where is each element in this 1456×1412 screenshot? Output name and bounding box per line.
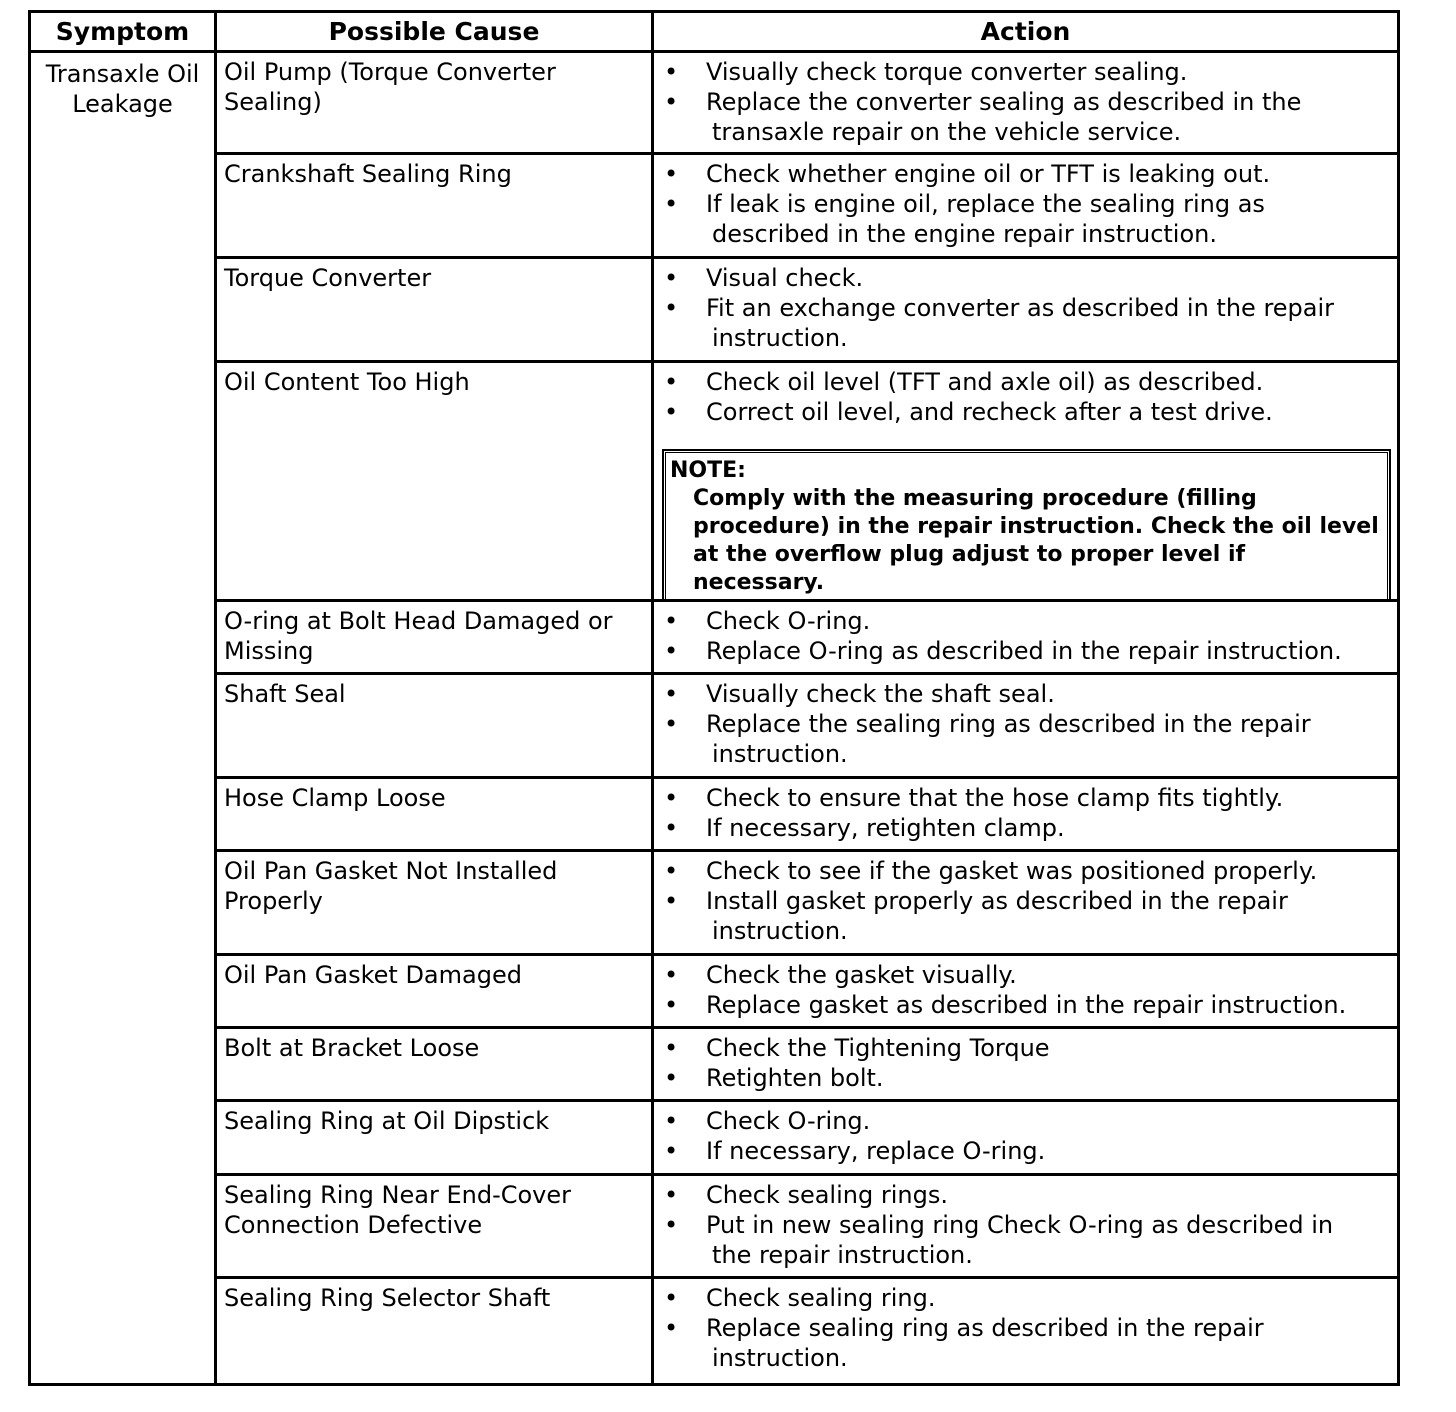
action-text: Check sealing rings. (706, 1181, 948, 1209)
action-item (654, 636, 1397, 666)
action-text: Check whether engine oil or TFT is leaking out. (706, 160, 1271, 188)
action-text: Fit an exchange converter as described in the repair (706, 294, 1335, 322)
action-item (654, 1283, 1397, 1313)
action-text: Replace the sealing ring as described in the repair (706, 710, 1311, 738)
action-item (654, 1136, 1397, 1166)
cause-text: Sealing Ring Selector Shaft (224, 1284, 551, 1312)
action-text-continued: the repair instruction. (712, 1241, 973, 1269)
troubleshooting-table (28, 10, 1400, 1386)
note-box (662, 449, 1391, 605)
cause-text: Sealing Ring at Oil Dipstick (224, 1107, 550, 1135)
cause-text: Sealing Ring Near End-Cover Connection Defective (224, 1181, 572, 1239)
action-item (654, 1210, 1397, 1270)
action-item (654, 886, 1397, 946)
bullet-icon: • (664, 637, 679, 665)
action-text: Check O-ring. (706, 607, 871, 635)
action-list (654, 1279, 1397, 1373)
action-item (654, 57, 1397, 87)
action-cell (651, 849, 1400, 956)
action-text-continued: instruction. (712, 740, 848, 768)
bullet-icon: • (664, 398, 679, 426)
bullet-icon: • (664, 680, 679, 708)
action-list (654, 259, 1397, 353)
action-cell (651, 776, 1400, 852)
action-item (654, 679, 1397, 709)
cause-cell (214, 776, 654, 852)
cause-text: Oil Pump (Torque Converter Sealing) (224, 58, 556, 116)
action-list (654, 1102, 1397, 1166)
action-list (654, 852, 1397, 946)
bullet-icon: • (664, 190, 679, 218)
action-text: Check sealing ring. (706, 1284, 936, 1312)
action-text: Replace the converter sealing as described in the (706, 88, 1302, 116)
cause-cell (214, 953, 654, 1029)
bullet-icon: • (664, 1181, 679, 1209)
action-text: Put in new sealing ring Check O-ring as described in (706, 1211, 1334, 1239)
cause-text: Oil Content Too High (224, 368, 470, 396)
cause-cell (214, 599, 654, 675)
cause-text: Bolt at Bracket Loose (224, 1034, 480, 1062)
action-text-continued: instruction. (712, 324, 848, 352)
action-cell (651, 360, 1400, 602)
action-item (654, 1106, 1397, 1136)
action-item (654, 960, 1397, 990)
action-text: If necessary, retighten clamp. (706, 814, 1065, 842)
bullet-icon: • (664, 814, 679, 842)
action-list (654, 155, 1397, 249)
bullet-icon: • (664, 368, 679, 396)
action-item (654, 263, 1397, 293)
symptom-text: Transaxle Oil Leakage (45, 60, 200, 118)
action-item (654, 1180, 1397, 1210)
cause-text: Oil Pan Gasket Damaged (224, 961, 522, 989)
cause-cell (214, 50, 654, 155)
action-text-continued: instruction. (712, 917, 848, 945)
action-list (654, 675, 1397, 769)
action-list (654, 363, 1397, 427)
bullet-icon: • (664, 58, 679, 86)
action-text: Correct oil level, and recheck after a test drive. (706, 398, 1273, 426)
note-body: Comply with the measuring procedure (filling procedure) in the repair instruction. Check the oil level at the overflow plug adjust to proper level if necessary. (693, 486, 1379, 595)
action-cell (651, 599, 1400, 675)
bullet-icon: • (664, 991, 679, 1019)
cause-cell (214, 1276, 654, 1386)
action-list (654, 1029, 1397, 1093)
bullet-icon: • (664, 1211, 679, 1239)
action-text: Visually check torque converter sealing. (706, 58, 1188, 86)
bullet-icon: • (664, 710, 679, 738)
action-item (654, 87, 1397, 147)
action-text: Check to ensure that the hose clamp fits tightly. (706, 784, 1284, 812)
cause-cell (214, 672, 654, 779)
bullet-icon: • (664, 1314, 679, 1342)
cause-cell (214, 1173, 654, 1279)
action-text-continued: instruction. (712, 1344, 848, 1372)
action-item (654, 813, 1397, 843)
action-list (654, 53, 1397, 147)
action-item (654, 783, 1397, 813)
action-item (654, 367, 1397, 397)
action-item (654, 990, 1397, 1020)
action-text: Check the Tightening Torque (706, 1034, 1050, 1062)
cause-cell (214, 360, 654, 602)
bullet-icon: • (664, 264, 679, 292)
action-list (654, 602, 1397, 666)
action-item (654, 709, 1397, 769)
action-text-continued: transaxle repair on the vehicle service. (712, 118, 1182, 146)
action-cell (651, 1173, 1400, 1279)
cause-cell (214, 256, 654, 363)
action-cell (651, 152, 1400, 259)
action-text: Replace gasket as described in the repair instruction. (706, 991, 1347, 1019)
header-symptom: Symptom (28, 10, 217, 53)
action-text: Visual check. (706, 264, 864, 292)
action-text: Retighten bolt. (706, 1064, 884, 1092)
bullet-icon: • (664, 887, 679, 915)
action-item (654, 397, 1397, 427)
action-text: Check to see if the gasket was positioned properly. (706, 857, 1318, 885)
header-possible-cause: Possible Cause (214, 10, 654, 53)
cause-text: Hose Clamp Loose (224, 784, 446, 812)
action-text: Replace O-ring as described in the repair instruction. (706, 637, 1342, 665)
cause-text: Shaft Seal (224, 680, 346, 708)
bullet-icon: • (664, 88, 679, 116)
action-list (654, 1176, 1397, 1270)
bullet-icon: • (664, 1064, 679, 1092)
bullet-icon: • (664, 607, 679, 635)
action-cell (651, 672, 1400, 779)
action-cell (651, 953, 1400, 1029)
cause-cell (214, 849, 654, 956)
bullet-icon: • (664, 1284, 679, 1312)
action-text: Install gasket properly as described in the repair (706, 887, 1288, 915)
action-text: Visually check the shaft seal. (706, 680, 1055, 708)
action-text: If leak is engine oil, replace the sealing ring as (706, 190, 1265, 218)
action-cell (651, 256, 1400, 363)
note-heading: NOTE: (670, 458, 746, 483)
bullet-icon: • (664, 784, 679, 812)
action-item (654, 1063, 1397, 1093)
action-text: If necessary, replace O-ring. (706, 1137, 1046, 1165)
action-cell (651, 1276, 1400, 1386)
header-action: Action (651, 10, 1400, 53)
action-text: Check the gasket visually. (706, 961, 1017, 989)
action-text: Replace sealing ring as described in the repair (706, 1314, 1264, 1342)
action-cell (651, 1099, 1400, 1176)
action-text-continued: described in the engine repair instruction. (712, 220, 1217, 248)
bullet-icon: • (664, 294, 679, 322)
bullet-icon: • (664, 857, 679, 885)
action-item (654, 856, 1397, 886)
bullet-icon: • (664, 1137, 679, 1165)
action-list (654, 779, 1397, 843)
bullet-icon: • (664, 1034, 679, 1062)
action-item (654, 159, 1397, 189)
action-item (654, 606, 1397, 636)
cause-text: Crankshaft Sealing Ring (224, 160, 512, 188)
action-cell (651, 1026, 1400, 1102)
bullet-icon: • (664, 1107, 679, 1135)
symptom-cell (28, 50, 217, 1386)
action-item (654, 189, 1397, 249)
action-item (654, 1313, 1397, 1373)
cause-text: Torque Converter (224, 264, 432, 292)
bullet-icon: • (664, 160, 679, 188)
cause-cell (214, 1099, 654, 1176)
bullet-icon: • (664, 961, 679, 989)
cause-text: Oil Pan Gasket Not Installed Properly (224, 857, 558, 915)
action-item (654, 293, 1397, 353)
action-text: Check oil level (TFT and axle oil) as described. (706, 368, 1264, 396)
action-text: Check O-ring. (706, 1107, 871, 1135)
cause-text: O-ring at Bolt Head Damaged or Missing (224, 607, 613, 665)
cause-cell (214, 1026, 654, 1102)
action-item (654, 1033, 1397, 1063)
action-cell (651, 50, 1400, 155)
cause-cell (214, 152, 654, 259)
action-list (654, 956, 1397, 1020)
